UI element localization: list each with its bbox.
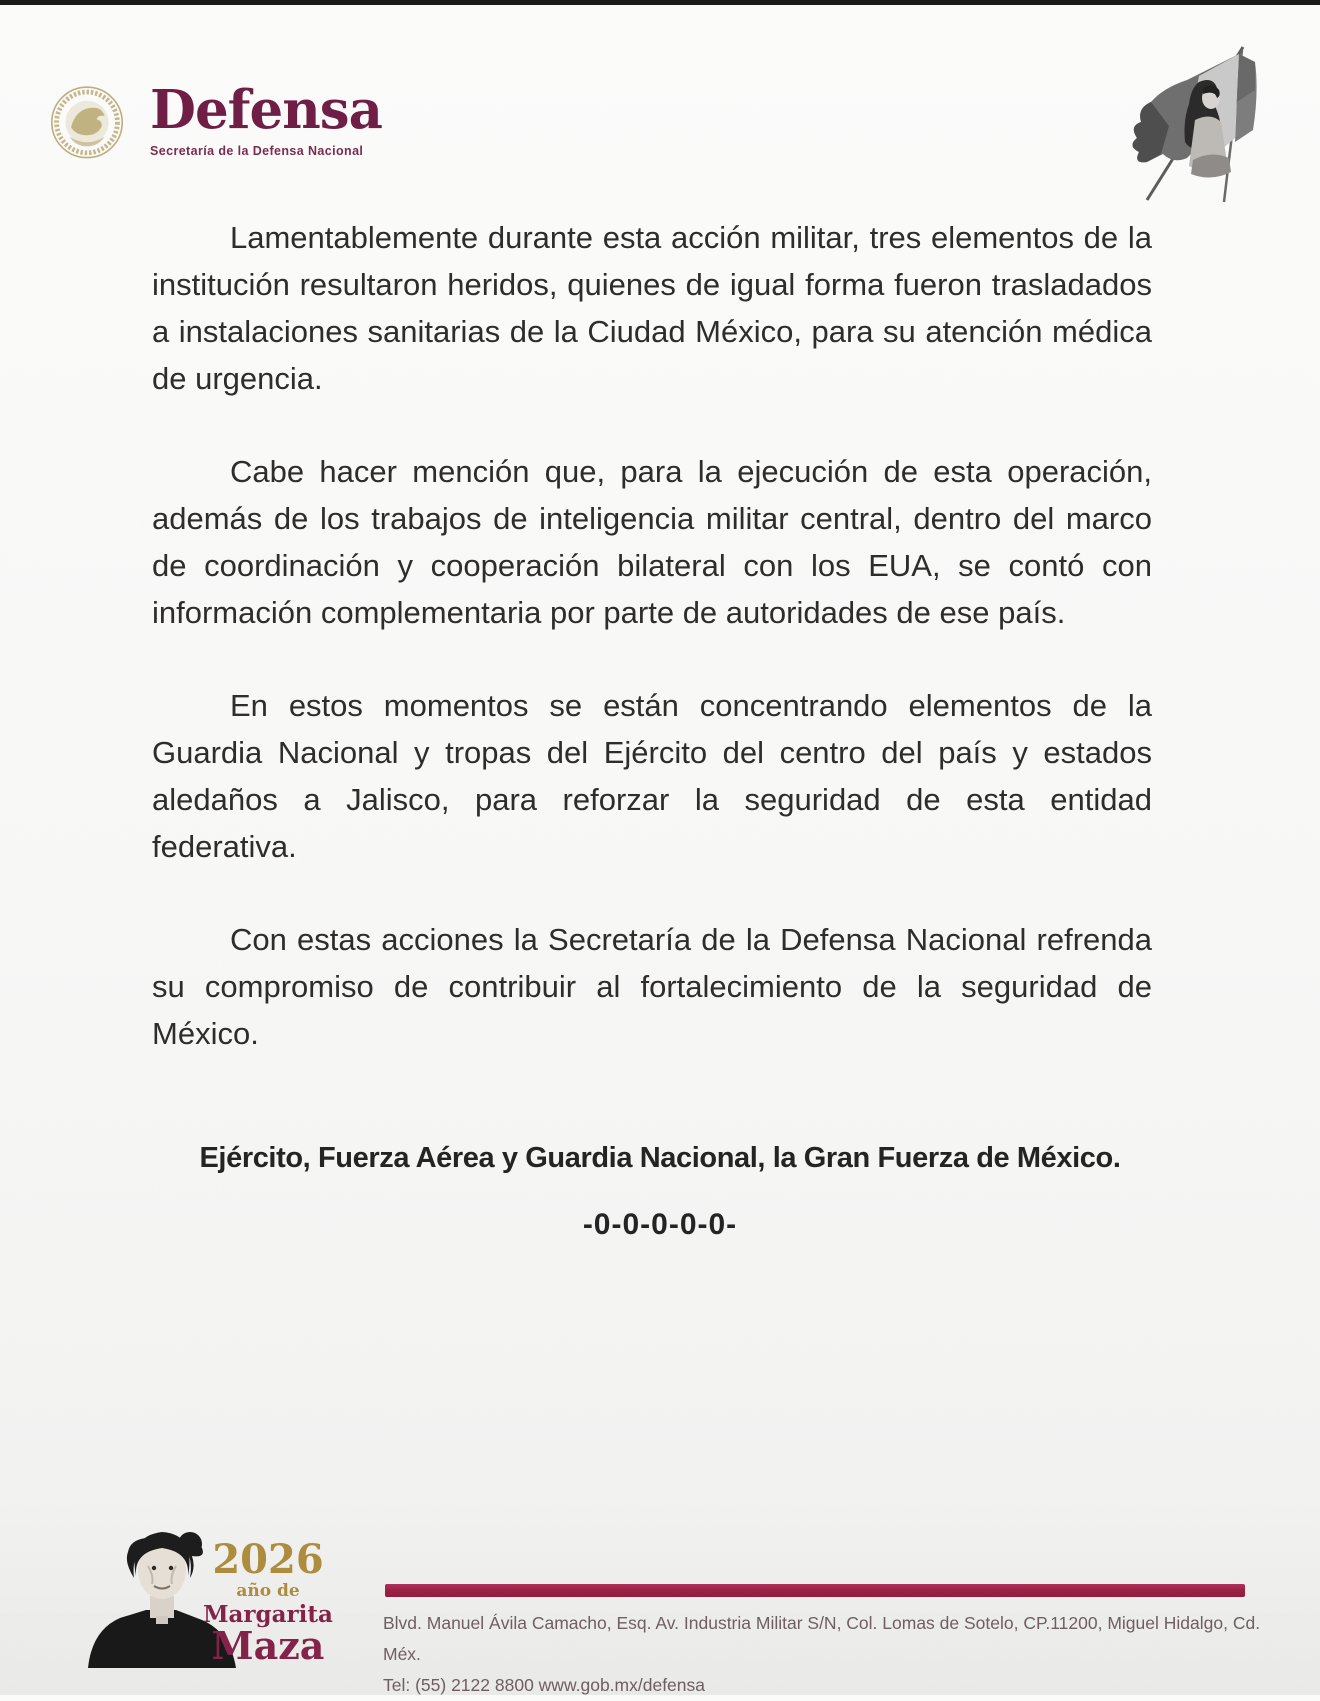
paragraph-1: Lamentablemente durante esta acción militar, tres elementos de la institución resultaron heridos, quienes de igual forma fueron trasladados a instalaciones sanitarias de la Ciudad México, para su atención médica de urgencia.	[152, 220, 1152, 396]
commemorative-year-block	[203, 1536, 333, 1668]
paragraph-2: Cabe hacer mención que, para la ejecución de esta operación, además de los trabajos de inteligencia militar central, dentro del marco de coordinación y cooperación bilateral con los EUA, se contó con información complementaria por parte de autoridades de ese país.	[152, 454, 1152, 630]
end-of-document-separator: -0-0-0-0-0-	[582, 1208, 738, 1241]
footer-accent-bar	[385, 1584, 1245, 1597]
paragraph-3: En estos momentos se están concentrando elementos de la Guardia Nacional y tropas del Ejército del centro del país y estados aledaños a Jalisco, para reforzar la seguridad de esta entidad federativa.	[152, 688, 1152, 864]
paragraph-4: Con estas acciones la Secretaría de la Defensa Nacional refrenda su compromiso de contribuir al fortalecimiento de la seguridad de México.	[152, 922, 1152, 1051]
mexican-coat-of-arms-icon	[47, 80, 127, 168]
closing-slogan: Ejército, Fuerza Aérea y Guardia Nacional, la Gran Fuerza de México.	[199, 1142, 1121, 1174]
woman-with-flag-icon	[1103, 42, 1265, 207]
footer-address-line1: Blvd. Manuel Ávila Camacho, Esq. Av. Industria Militar S/N, Col. Lomas de Sotelo, CP.11200, Miguel Hidalgo, Cd. Méx.	[383, 1613, 1261, 1664]
commemorated-person-last-name: Maza	[211, 1623, 325, 1668]
agency-logo	[150, 80, 382, 158]
agency-logo-subtitle: Secretaría de la Defensa Nacional	[150, 144, 364, 158]
agency-logo-title: Defensa	[150, 79, 382, 141]
commemorative-year: 2026	[212, 1536, 324, 1583]
footer-address-block	[383, 1608, 1283, 1701]
commemorative-year-caption: año de	[236, 1581, 300, 1601]
top-border-strip	[0, 0, 1320, 5]
document-body	[152, 214, 1152, 1103]
commemorated-person-first-name: Margarita	[203, 1601, 333, 1628]
footer-address-line2: Tel: (55) 2122 8800 www.gob.mx/defensa	[383, 1675, 705, 1695]
